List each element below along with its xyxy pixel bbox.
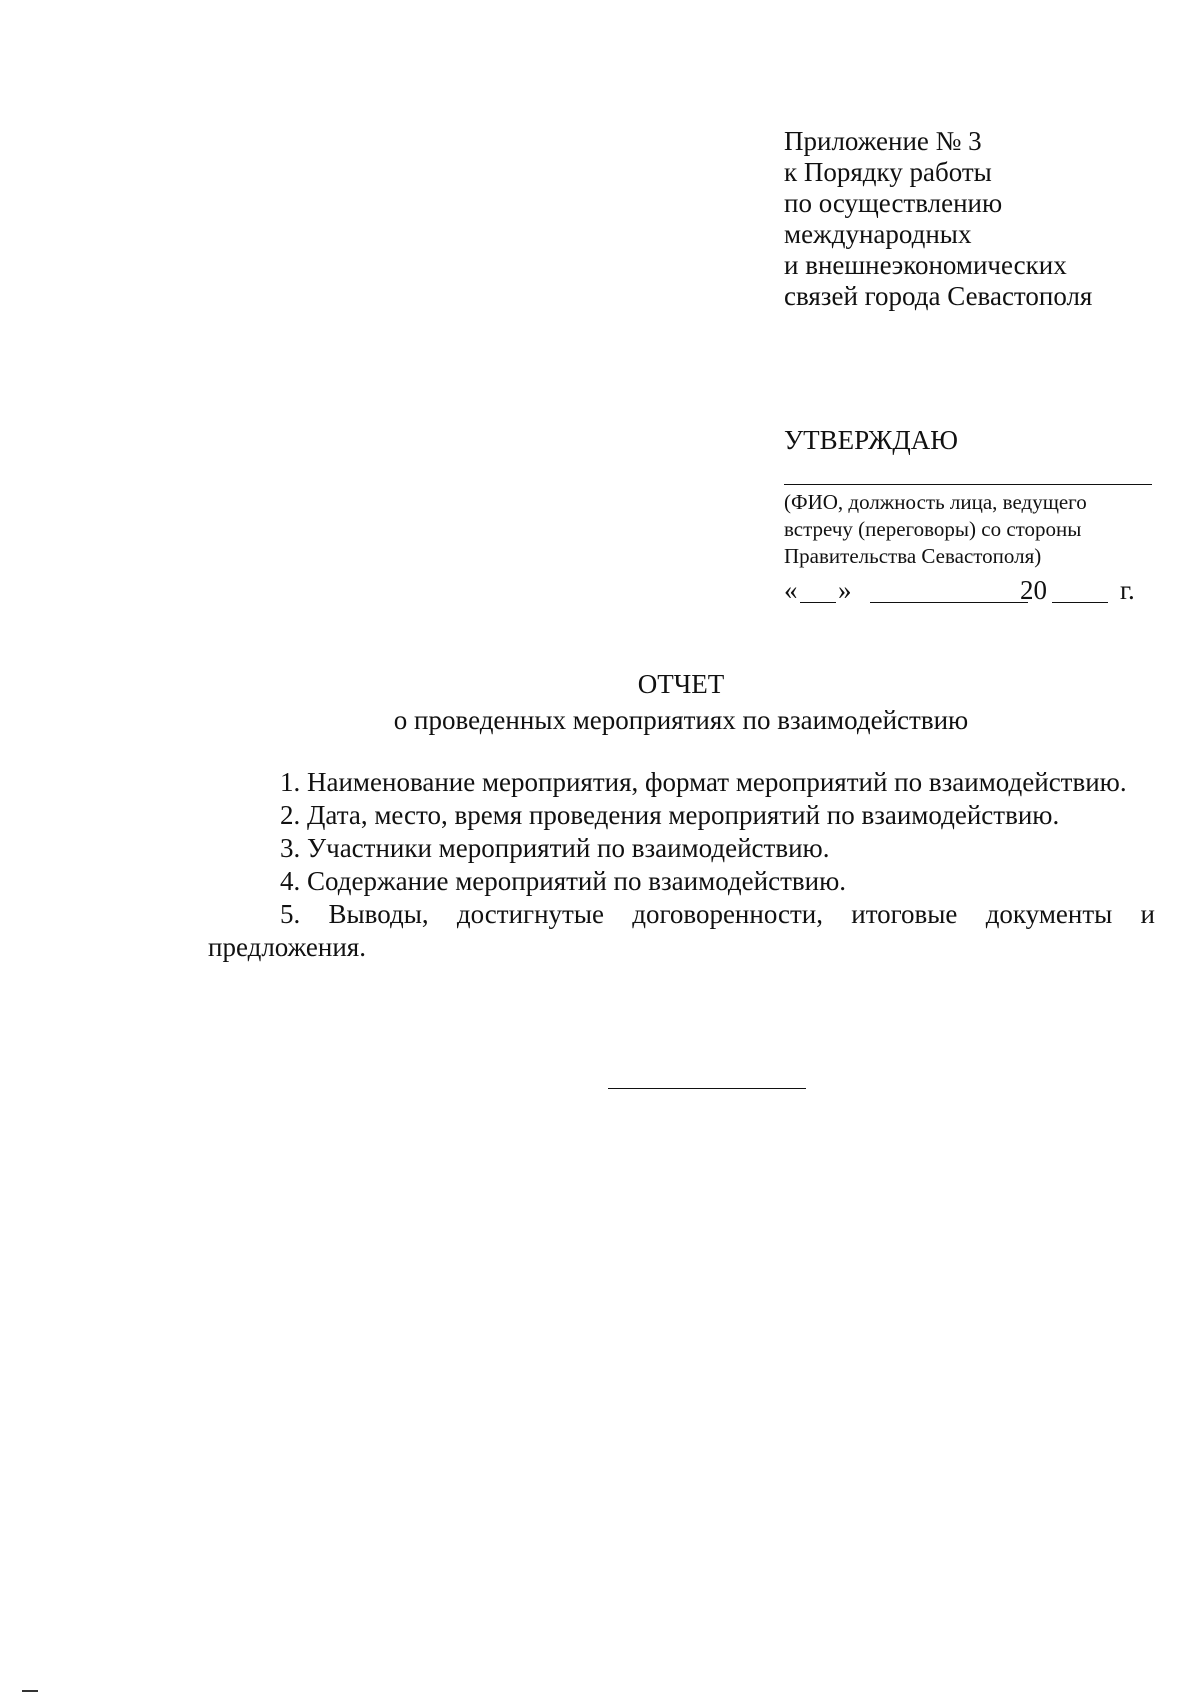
list-item [208, 766, 1155, 799]
month-blank [870, 602, 1028, 603]
date-open-quote: « [784, 575, 798, 605]
scan-artifact [22, 1690, 38, 1692]
report-subtitle: о проведенных мероприятиях по взаимодействию [393, 705, 969, 735]
list-item [208, 865, 1155, 898]
item-text: Наименование мероприятия, формат мероприятий по взаимодействию. [307, 767, 1127, 797]
approval-date-line [784, 574, 1164, 606]
item-number: 1. [280, 767, 301, 797]
caption-line: встречу (переговоры) со стороны [784, 517, 1082, 541]
date-year-suffix: г. [1120, 575, 1135, 605]
appendix-line: к Порядку работы [784, 157, 992, 187]
appendix-line: и внешнеэкономических [784, 250, 1067, 280]
caption-line: (ФИО, должность лица, ведущего [784, 490, 1087, 514]
year-blank [1052, 602, 1108, 603]
item-number: 4. [280, 866, 301, 896]
appendix-line: связей города Севастополя [784, 281, 1093, 311]
day-blank [800, 602, 836, 603]
report-title: ОТЧЕТ [637, 669, 725, 699]
date-century: 20 [1020, 575, 1047, 605]
appendix-line: международных [784, 219, 972, 249]
item-text: Дата, место, время проведения мероприятий по взаимодействию. [307, 800, 1060, 830]
list-item [208, 898, 1155, 964]
list-item [208, 799, 1155, 832]
item-number: 5. [280, 899, 301, 929]
end-of-document-rule [608, 1088, 806, 1089]
approval-title: УТВЕРЖДАЮ [784, 425, 959, 455]
list-item [208, 832, 1155, 865]
item-number: 2. [280, 800, 301, 830]
approval-caption [784, 489, 1164, 570]
item-text: Выводы, достигнутые договоренности, итоговые документы и предложения. [208, 899, 1155, 962]
item-number: 3. [280, 833, 301, 863]
date-close-quote: » [838, 575, 852, 605]
appendix-line: по осуществлению [784, 188, 1003, 218]
signature-line [784, 484, 1152, 485]
item-text: Участники мероприятий по взаимодействию. [307, 833, 830, 863]
item-text: Содержание мероприятий по взаимодействию. [307, 866, 846, 896]
appendix-line: Приложение № 3 [784, 126, 982, 156]
appendix-reference [784, 126, 1174, 312]
report-items-list [208, 766, 1155, 964]
caption-line: Правительства Севастополя) [784, 544, 1042, 568]
